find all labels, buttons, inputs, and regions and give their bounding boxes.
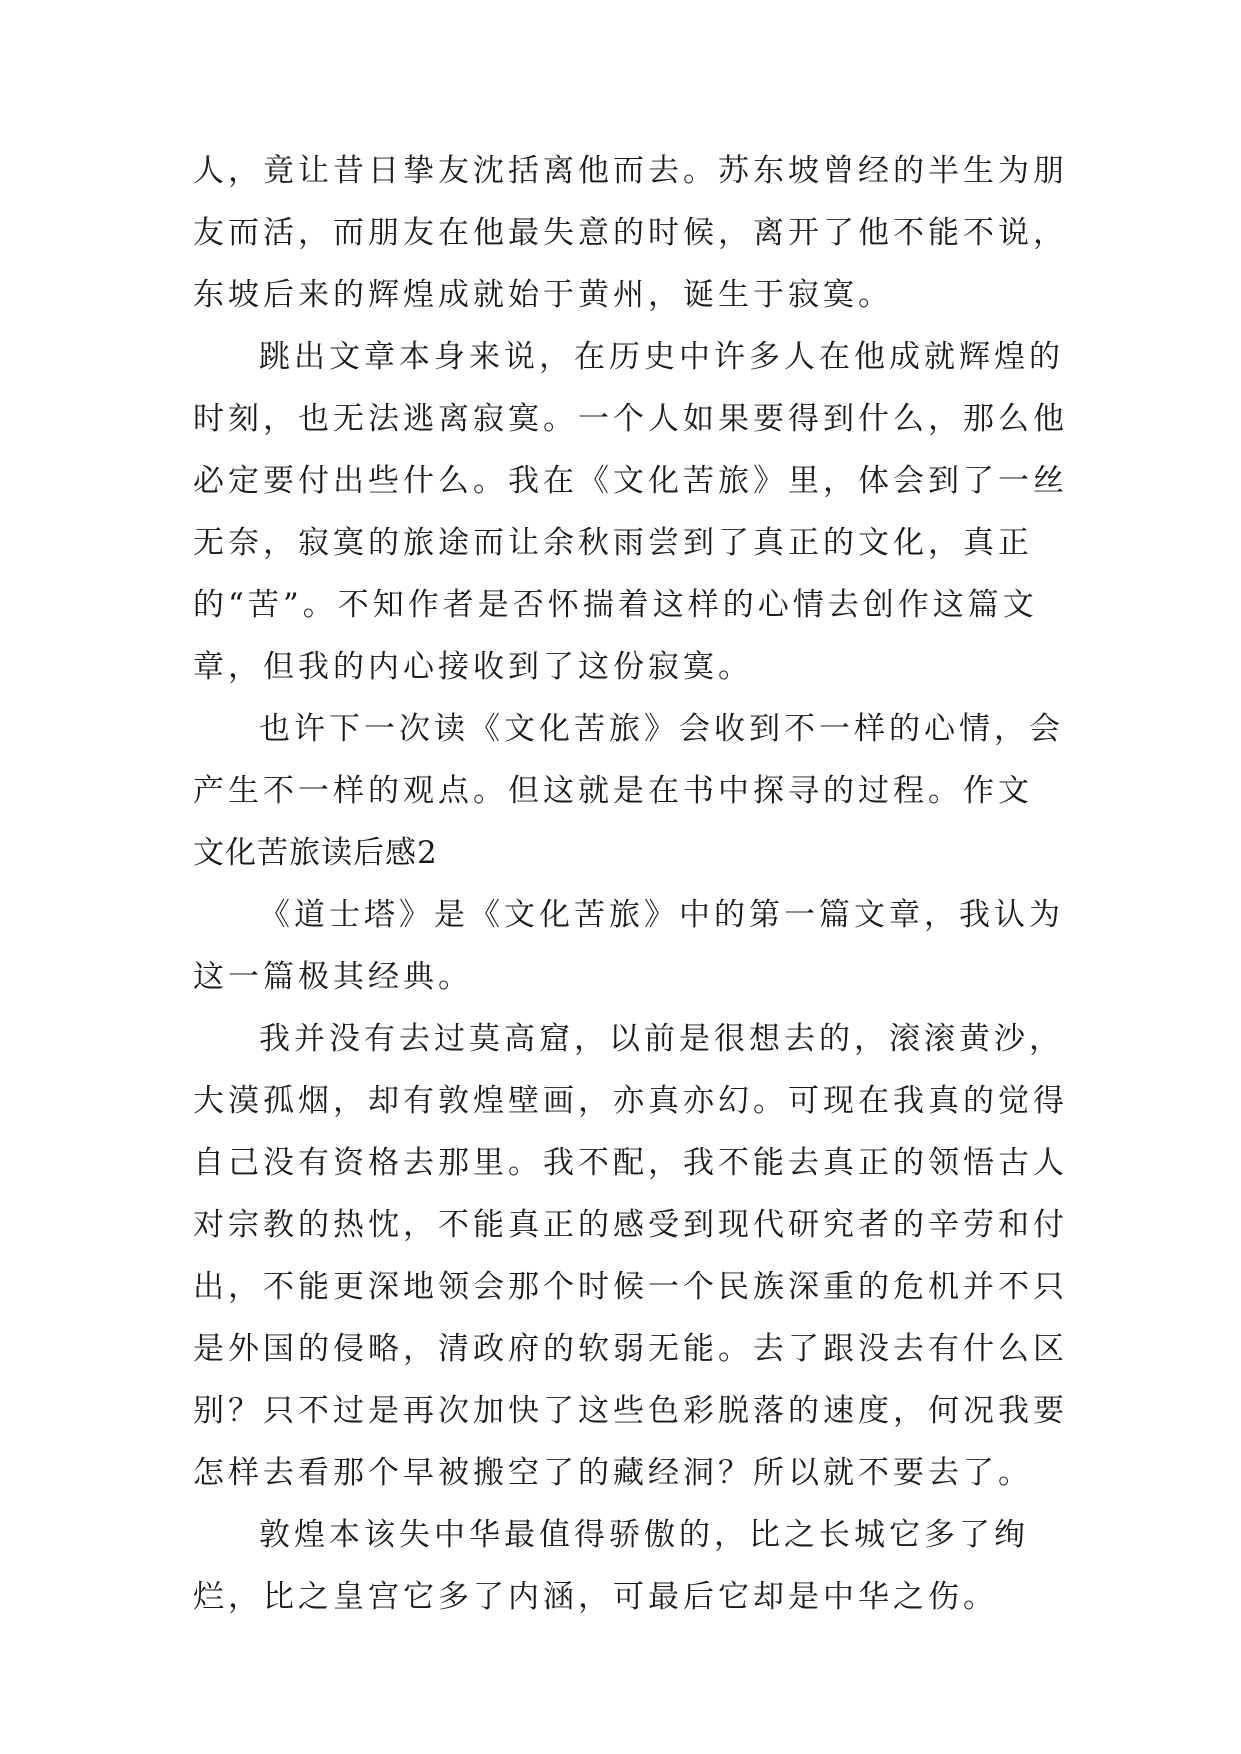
paragraph: 人，竟让昔日挚友沈括离他而去。苏东坡曾经的半生为朋友而活，而朋友在他最失意的时候，离开了他不能不说，东坡后来的辉煌成就始于黄州，诞生于寂寞。: [193, 153, 1068, 313]
paragraph: 敦煌本该失中华最值得骄傲的，比之长城它多了绚烂，比之皇宫它多了内涵，可最后它却是中华之伤。: [193, 1517, 1029, 1615]
paragraph: 《道士塔》是《文化苦旅》中的第一篇文章，我认为这一篇极其经典。: [193, 897, 1064, 995]
section-title: 文化苦旅读后感2: [193, 835, 438, 871]
document-body: [193, 140, 1073, 1628]
paragraph: 我并没有去过莫高窟，以前是很想去的，滚滚黄沙，大漠孤烟，却有敦煌壁画，亦真亦幻。可现在我真的觉得自己没有资格去那里。我不配，我不能去真正的领悟古人对宗教的热忱，不能真正的感受到现代研究者的辛劳和付出，不能更深地领会那个时候一个民族深重的危机并不只是外国的侵略，清政府的软弱无能。去了跟没去有什么区别？只不过是再次加快了这些色彩脱落的速度，何况我要怎样去看那个早被搬空了的藏经洞？所以就不要去了。: [193, 1021, 1068, 1491]
paragraph: 也许下一次读《文化苦旅》会收到不一样的心情，会产生不一样的观点。但这就是在书中探寻的过程。作文: [193, 711, 1064, 809]
paragraph: 跳出文章本身来说，在历史中许多人在他成就辉煌的时刻，也无法逃离寂寞。一个人如果要得到什么，那么他必定要付出些什么。我在《文化苦旅》里，体会到了一丝无奈，寂寞的旅途而让余秋雨尝到了真正的文化，真正的“苦”。不知作者是否怀揣着这样的心情去创作这篇文章，但我的内心接收到了这份寂寞。: [193, 339, 1068, 685]
